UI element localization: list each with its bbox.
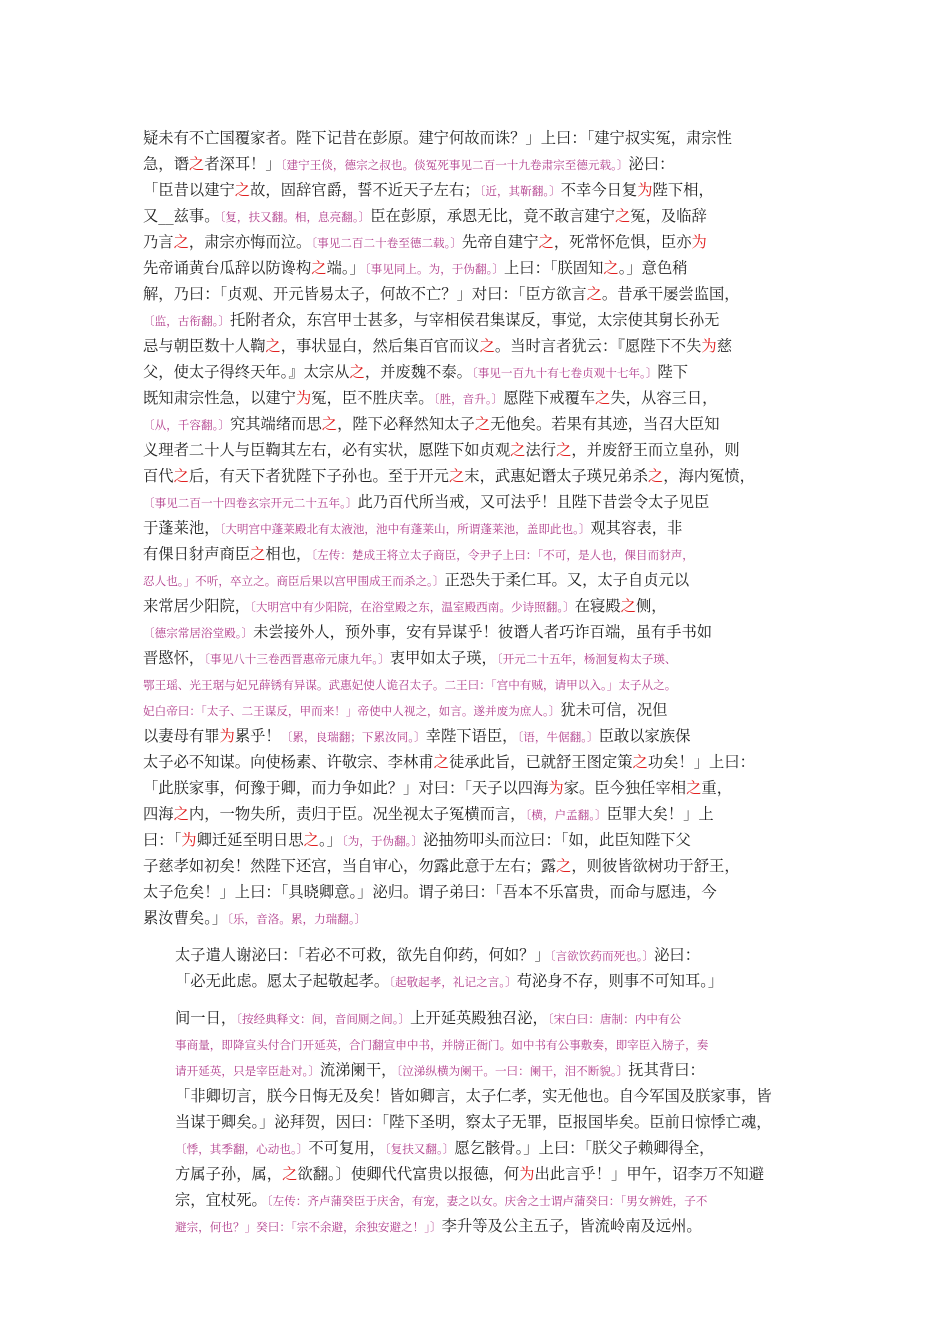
text-line: [175, 968, 811, 994]
main-text: ，海内冤愤，: [663, 467, 755, 485]
main-text: ，并废舒王而立皇孙，则: [571, 441, 740, 459]
annotation-note: 〔左传：齐卢蒲癸臣于庆舍，有宠，妻之以女。庆舍之士谓卢蒲癸曰：「男女辨姓，子不: [266, 1194, 708, 1208]
text-line: [175, 1213, 811, 1239]
main-text: 。当时言者犹云：『愿陛下不失: [494, 337, 702, 355]
main-text: 。」: [318, 831, 342, 849]
main-text: 四海: [143, 805, 174, 823]
highlighted-char: 之: [556, 441, 572, 459]
main-text: ，死常怀危惧，臣亦: [553, 233, 692, 251]
annotation-note: 〔悸，其季翻，心动也。〕: [175, 1142, 309, 1156]
highlighted-char: 之: [686, 779, 702, 797]
highlighted-char: 之: [321, 415, 338, 433]
main-text: 冤，臣不胜庆幸。: [311, 389, 434, 407]
annotation-note: 〔大明宫中有少阳院，在浴堂殿之东，温室殿西南。少诗照翻。〕: [250, 600, 575, 614]
annotation-note: 妃白帝曰：「太子、二王谋反，甲而来！」帝使中人视之，如言。遂并废为庶人。〕: [143, 704, 561, 718]
highlighted-char: 之: [349, 363, 365, 381]
highlighted-char: 之: [620, 597, 636, 615]
highlighted-char: 之: [474, 415, 491, 433]
highlighted-char: 之: [303, 831, 319, 849]
main-text: 泌抽笏叩头而泣曰：「如，此臣知陛下父: [423, 831, 691, 849]
main-text: 「此朕家事，何豫于卿，而力争如此？」对曰：「天子以四海: [143, 779, 549, 797]
text-line: [143, 385, 811, 411]
text-line: [143, 645, 811, 671]
main-text: ，并废魏不泰。: [364, 363, 472, 381]
main-text: 乃言: [143, 233, 174, 251]
main-text: 法行: [525, 441, 557, 459]
text-line: [175, 1057, 811, 1083]
annotation-note: 忍人也。」不听，卒立之。商臣后果以宫甲围成王而杀之。〕: [143, 574, 445, 588]
main-text: 愿乞骸骨。」上曰：「朕父子赖卿得全，: [454, 1139, 715, 1157]
highlighted-char: 之: [479, 337, 495, 355]
highlighted-char: 之: [173, 233, 189, 251]
main-text: 无他矣。若果有其迹，当召大臣知: [490, 415, 720, 433]
annotation-note: 〔宋白曰：唐制：内中有公: [547, 1012, 682, 1026]
text-line: [143, 541, 811, 567]
annotation-note: 〔大明宫中蓬莱殿北有太液池，池中有蓬莱山，所谓蓬莱池，盖即此也。〕: [219, 522, 591, 536]
annotation-note: 避宗，何也？」癸曰：「宗不余避，余独安避之！」〕: [175, 1220, 442, 1234]
text-line: [143, 671, 811, 697]
text-line: [143, 411, 811, 437]
main-text: 失，从容三日，: [610, 389, 718, 407]
text-line: [175, 1005, 811, 1031]
main-text: 内，一物失所，责归于臣。况坐视太子冤横而言，: [188, 805, 526, 823]
annotation-note: 〔为，于伪翻。〕: [341, 834, 424, 848]
annotation-note: 〔事见二百二十卷至德二载。〕: [311, 236, 463, 250]
main-text: 父，使太子得终天年。』太宗从: [143, 363, 350, 381]
main-text: 「非卿切言，朕今日悔无及矣！皆如卿言，太子仁孝，实无他也。自今军国及朕家事，皆: [175, 1087, 772, 1105]
text-line: [143, 775, 811, 801]
highlighted-char: 之: [188, 155, 205, 173]
main-text: 「臣昔以建宁: [143, 181, 235, 199]
annotation-note: 〔累，良瑞翻；下累汝同。〕: [280, 730, 426, 744]
text-line: [143, 515, 811, 541]
main-text: 来常居少阳院，: [143, 597, 251, 615]
annotation-note: 〔复扶又翻。〕: [384, 1142, 455, 1156]
main-text: 苟泌身不存，则事不可知耳。」: [516, 972, 724, 990]
main-text: 愿陛下戒覆车: [503, 389, 596, 407]
highlighted-char: 之: [173, 467, 189, 485]
highlighted-char: 为: [519, 1165, 535, 1183]
text-line: [175, 1083, 811, 1109]
main-text: ，则彼皆欲树功于舒王，: [571, 857, 740, 875]
main-text: 未尝接外人，预外事，安有异谋乎！彼谮人者巧诈百端，虽有手书如: [253, 623, 713, 641]
main-text: 先帝诵黄台瓜辞以防谗构: [143, 259, 312, 277]
highlighted-char: 之: [556, 857, 572, 875]
text-line: [175, 1031, 811, 1057]
highlighted-char: 之: [250, 545, 266, 563]
main-text: 疑未有不亡国覆家者。陛下记昔在彭原。建宁何故而诛？」上曰：「建宁叔实冤，肃宗性: [143, 129, 732, 147]
annotation-note: 〔泣涕纵横为阑干。一曰：阑干，泪不断貌。〕: [396, 1064, 629, 1078]
annotation-note: 〔事见同上。为，于伪翻。〕: [364, 262, 504, 276]
main-text: 流涕阑干，: [319, 1061, 397, 1079]
annotation-note: 〔语，牛倨翻。〕: [517, 730, 599, 744]
main-text: 太子必不知谋。向使杨素、许敬宗、李林甫: [143, 753, 434, 771]
text-line: [175, 1135, 811, 1161]
highlighted-char: 之: [632, 753, 648, 771]
text-line: [143, 203, 811, 229]
text-line: [143, 151, 811, 177]
main-text: 观其容表，非: [590, 519, 683, 537]
annotation-note: 〔开元二十五年，杨洄复构太子瑛、: [496, 652, 677, 666]
main-text: 抚其背曰：: [628, 1061, 705, 1079]
annotation-note: 〔事见二百一十四卷玄宗开元二十五年。〕: [143, 496, 358, 510]
main-text: 正恐失于柔仁耳。又，太子自贞元以: [444, 571, 690, 589]
annotation-note: 〔乐，音洛。累，力瑞翻。〕: [227, 912, 367, 926]
text-line: [143, 255, 811, 281]
text-line: [143, 697, 811, 723]
text-line: [143, 229, 811, 255]
highlighted-char: 之: [603, 259, 619, 277]
text-line: [175, 1187, 811, 1213]
main-text: 忌与朝臣数十人鞫: [143, 337, 266, 355]
annotation-note: 〔左传：楚成王将立太子商臣，令尹子上曰：「不可，是人也，倮目而豺声，: [311, 548, 694, 562]
main-text: 宗，宜杖死。: [175, 1191, 267, 1209]
annotation-note: 〔从，千容翻。〕: [143, 418, 230, 432]
highlighted-char: 之: [595, 389, 611, 407]
text-line: [175, 942, 811, 968]
text-line: [143, 905, 811, 931]
document-page: [143, 125, 811, 1239]
text-line: [143, 853, 811, 879]
main-text: 衷甲如太子瑛，: [389, 649, 497, 667]
text-line: [143, 567, 811, 593]
main-text: 卿迁延至明日思: [196, 831, 304, 849]
text-line: [175, 1109, 811, 1135]
main-text: 端。」: [326, 259, 365, 277]
highlighted-char: 之: [234, 181, 251, 199]
main-text: ，肃宗亦悔而泣。: [188, 233, 312, 251]
annotation-note: 〔建宁王倓，德宗之叔也。倓冤死事见二百一十九卷肃宗至德元载。〕: [280, 158, 629, 172]
text-line: [143, 463, 811, 489]
text-line: [143, 593, 811, 619]
text-line: [143, 801, 811, 827]
main-text: 陛下: [657, 363, 689, 381]
text-line: [143, 437, 811, 463]
main-text: 李升等及公主五子，皆流岭南及远州。: [441, 1217, 702, 1235]
text-line: [143, 749, 811, 775]
main-text: 陛下相，: [652, 181, 714, 199]
highlighted-char: 之: [647, 467, 664, 485]
main-text: 在寝殿: [574, 597, 621, 615]
main-text: 究其端绪而思: [229, 415, 322, 433]
highlighted-char: 之: [538, 233, 554, 251]
paragraph: [143, 125, 811, 931]
highlighted-char: 之: [173, 805, 189, 823]
annotation-note: 〔起敬起孝，礼记之言。〕: [389, 975, 517, 989]
main-text: ，陛下必释然知太子: [337, 415, 475, 433]
main-text: 。昔承干屡尝监国，: [601, 285, 740, 303]
annotation-note: 〔横，户孟翻。〕: [525, 808, 607, 822]
main-text: 累乎！: [234, 727, 281, 745]
highlighted-char: 为: [219, 727, 235, 745]
paragraph: [143, 1005, 811, 1239]
main-text: 不可复用，: [308, 1139, 385, 1157]
main-text: 上曰：「朕固知: [503, 259, 604, 277]
highlighted-char: 为: [548, 779, 564, 797]
main-text: 晋愍怀，: [143, 649, 205, 667]
main-text: 故，固辞官爵，誓不近天子左右；: [250, 181, 480, 199]
main-text: ，事状显白，然后集百官而议: [280, 337, 480, 355]
highlighted-char: 为: [637, 181, 653, 199]
annotation-note: 〔监，古衔翻。〕: [143, 314, 230, 328]
main-text: 曰：「: [143, 831, 182, 849]
annotation-note: 鄂王瑶、光王琚与妃兄薛锈有异谋。武惠妃使人诡召太子。二王曰：「宫中有贼，请甲以入。」太子从之。: [143, 678, 677, 692]
text-line: [143, 879, 811, 905]
main-text: 间一日，: [175, 1009, 237, 1027]
annotation-note: 请开延英，只是宰臣赴对。〕: [175, 1064, 320, 1078]
main-text: 相也，: [265, 545, 312, 563]
main-text: 义理者二十人与臣鞫其左右，必有实状，愿陛下如贞观: [143, 441, 511, 459]
highlighted-char: 之: [586, 285, 602, 303]
annotation-note: 〔事见一百九十有七卷贞观十七年。〕: [471, 366, 658, 380]
highlighted-char: 为: [691, 233, 707, 251]
main-text: 先帝自建宁: [462, 233, 539, 251]
main-text: 臣罪大矣！」上: [606, 805, 714, 823]
highlighted-char: 之: [433, 753, 449, 771]
main-text: 于蓬莱池，: [143, 519, 220, 537]
text-line: [143, 723, 811, 749]
main-text: 后，有天下者犹陛下子孙也。至于开元: [188, 467, 449, 485]
annotation-note: 〔按经典释文：间，音间厕之间。〕: [236, 1012, 411, 1026]
main-text: 泌曰：: [628, 155, 675, 173]
main-text: 泌曰：: [654, 946, 701, 964]
text-line: [143, 359, 811, 385]
main-text: 既知肃宗性急，以建宁: [143, 389, 296, 407]
annotation-note: 〔言欲饮药而死也。〕: [549, 949, 655, 963]
main-text: 子慈孝如初矣！然陛下还宫，当自审心，勿露此意于左右；露: [143, 857, 557, 875]
main-text: 徒承此旨，已就舒王图定策: [448, 753, 633, 771]
annotation-note: 〔德宗常居浴堂殿。〕: [143, 626, 254, 640]
main-text: 方属子孙，属，: [175, 1165, 283, 1183]
main-text: 「必无此虑。愿太子起敬起孝。: [175, 972, 390, 990]
annotation-note: 〔复，扶又翻。相，息亮翻。〕: [219, 210, 371, 224]
main-text: 急，谮: [143, 155, 189, 173]
main-text: 出此言乎！」甲午，诏李万不知避: [534, 1165, 764, 1183]
main-text: 冤，及临辞: [630, 207, 707, 225]
main-text: 累汝曹矣。」: [143, 909, 228, 927]
main-text: 太子遣人谢泌曰：「若必不可救，欲先自仰药，何如？」: [175, 946, 550, 964]
main-text: 当谋于卿矣。」泌拜贺，因曰：「陛下圣明，察太子无罪，臣报国毕矣。臣前日惊悸亡魂，: [175, 1113, 772, 1131]
main-text: 末，武惠妃谮太子瑛兄弟杀: [464, 467, 648, 485]
main-text: 以妻母有罪: [143, 727, 220, 745]
highlighted-char: 之: [510, 441, 526, 459]
main-text: 家。臣今独任宰相: [563, 779, 687, 797]
main-text: 太子危矣！」上曰：「具晓卿意。」泌归。谓子弟曰：「吾本不乐富贵，而命与愿违，今: [143, 883, 717, 901]
highlighted-char: 之: [282, 1165, 298, 1183]
text-line: [143, 489, 811, 515]
highlighted-char: 为: [295, 389, 312, 407]
highlighted-char: 为: [701, 337, 717, 355]
highlighted-char: 之: [448, 467, 465, 485]
main-text: 欲翻。〕使卿代代富贵以报德，何: [297, 1165, 520, 1183]
main-text: 功矣！」上曰：: [647, 753, 755, 771]
highlighted-char: 之: [614, 207, 631, 225]
paragraph: [143, 942, 811, 994]
main-text: 上开延英殿独召泌，: [410, 1009, 548, 1027]
main-text: 者深耳！」: [204, 155, 281, 173]
annotation-note: 〔近，其靳翻。〕: [479, 184, 561, 198]
text-line: [143, 619, 811, 645]
highlighted-char: 为: [181, 831, 197, 849]
highlighted-char: 之: [265, 337, 281, 355]
main-text: 幸陛下语臣，: [425, 727, 518, 745]
main-text: 此乃百代所当戒，又可法乎！且陛下昔尝令太子见臣: [357, 493, 710, 511]
text-line: [143, 281, 811, 307]
main-text: 犹未可信，况但: [560, 701, 668, 719]
main-text: 托附者众，东宫甲士甚多，与宰相侯君集谋反，事觉，太宗使其舅长孙无: [229, 311, 720, 329]
main-text: 百代: [143, 467, 174, 485]
main-text: 。」意色稍: [618, 259, 688, 277]
annotation-note: 〔事见八十三卷西晋惠帝元康九年。〕: [204, 652, 390, 666]
annotation-note: 〔胜，音升。〕: [433, 392, 504, 406]
text-line: [143, 177, 811, 203]
main-text: 解，乃曰：「贞观、开元皆易太子，何故不亡？」对曰：「臣方欲言: [143, 285, 587, 303]
main-text: 慈: [716, 337, 733, 355]
main-text: 侧，: [635, 597, 667, 615]
main-text: 臣敢以家族保: [598, 727, 691, 745]
main-text: 臣在彭原，承恩无比，竟不敢言建宁: [370, 207, 615, 225]
main-text: 有倮日豺声商臣: [143, 545, 251, 563]
text-line: [143, 307, 811, 333]
text-line: [143, 125, 811, 151]
text-line: [175, 1161, 811, 1187]
text-line: [143, 333, 811, 359]
main-text: 重，: [701, 779, 732, 797]
highlighted-char: 之: [311, 259, 327, 277]
text-line: [143, 827, 811, 853]
main-text: 又__兹事。: [143, 207, 220, 225]
main-text: 不幸今日复: [560, 181, 638, 199]
annotation-note: 事商量，即降宣头付合门开延英，合门翻宣申中书，并牓正衙门。如中书有公事敷奏，即宰臣入牓子，奏: [175, 1038, 709, 1052]
